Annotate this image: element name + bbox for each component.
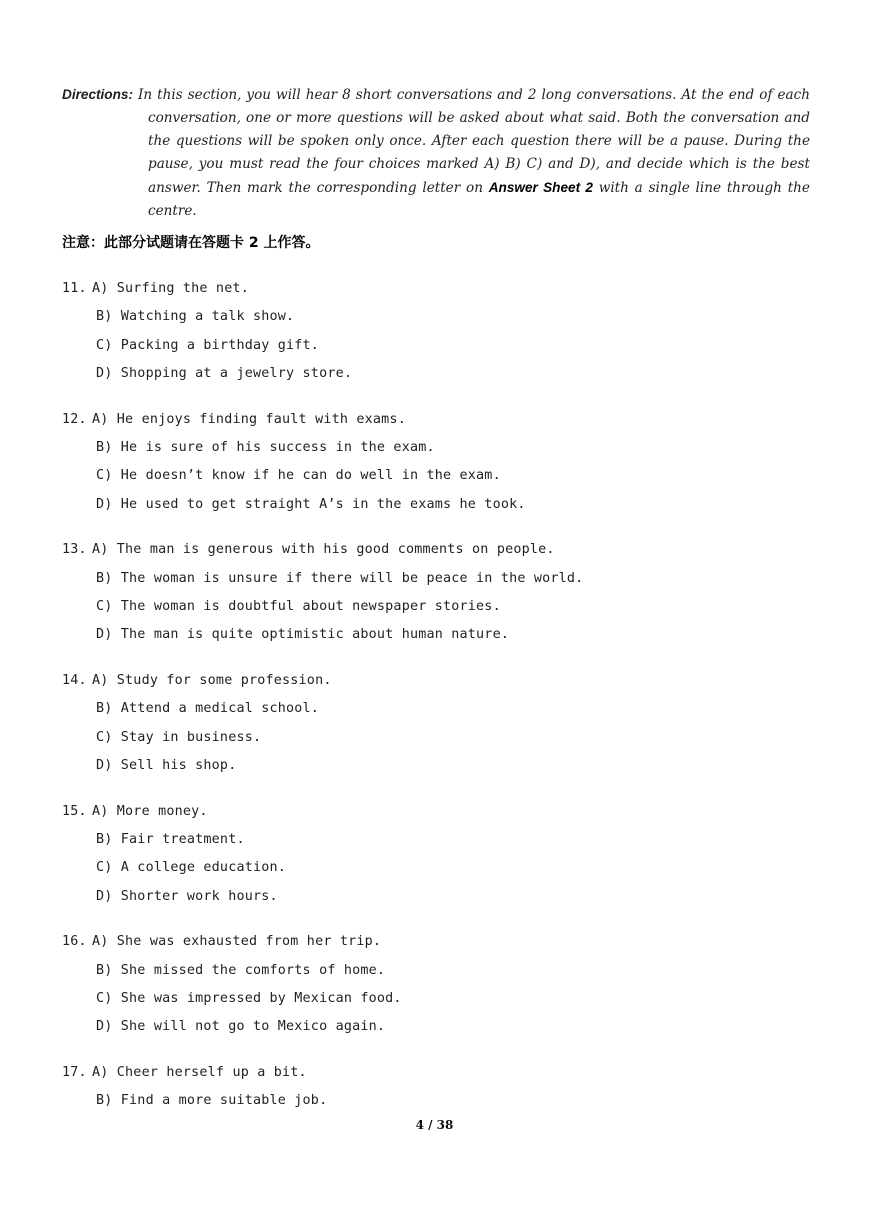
- option: D) He used to get straight A’s in the exams he took.: [96, 496, 526, 512]
- option-text: A) Cheer herself up a bit.: [92, 1065, 307, 1081]
- option: [62, 798, 822, 826]
- question-list: [62, 275, 822, 1133]
- option: B) Find a more suitable job.: [96, 1093, 328, 1109]
- directions-paragraph: [62, 83, 810, 223]
- question-number: 13.: [62, 542, 87, 558]
- question-number: 11.: [62, 281, 87, 296]
- option-text: A) Surfing the net.: [92, 281, 249, 296]
- option-text: A) She was exhausted from her trip.: [92, 934, 382, 950]
- option: [62, 406, 822, 434]
- option: B) Watching a talk show.: [96, 309, 295, 325]
- answer-sheet-ref: Answer Sheet 2: [488, 180, 593, 195]
- directions-block: [62, 83, 810, 223]
- option: D) Sell his shop.: [96, 757, 237, 773]
- option: C) A college education.: [96, 860, 287, 876]
- question-number: 17.: [62, 1065, 87, 1081]
- directions-label: Directions:: [62, 87, 134, 102]
- option: [62, 928, 822, 956]
- question-14: [62, 667, 822, 780]
- option: B) The woman is unsure if there will be peace in the world.: [96, 570, 584, 586]
- directions-text: In this section, you will hear 8 short conversations and 2 long conversations. At the end of each conversation, one or more questions will be asked about what said. Both the conversation and the questions will be spoken only once. After each question there will be a pause. During the pause, you must read the four choices marked A) B) C) and D), and decide which is the best answer. Then mark the corresponding letter on: [133, 87, 810, 196]
- question-number: 15.: [62, 803, 87, 819]
- option: D) Shopping at a jewelry store.: [96, 365, 353, 381]
- option: [62, 536, 822, 564]
- option-text: A) The man is generous with his good comments on people.: [92, 542, 555, 558]
- option: B) He is sure of his success in the exam.: [96, 439, 435, 455]
- option: D) She will not go to Mexico again.: [96, 1019, 386, 1035]
- question-number: 12.: [62, 411, 87, 427]
- note-chinese: 注意：此部分试题请在答题卡 2 上作答。: [62, 235, 320, 251]
- question-13: [62, 536, 822, 649]
- question-number: 14.: [62, 673, 87, 689]
- question-16: [62, 928, 822, 1041]
- option: B) Attend a medical school.: [96, 701, 320, 717]
- option-text: A) Study for some profession.: [92, 673, 332, 689]
- option: [62, 1059, 822, 1087]
- option: D) Shorter work hours.: [96, 888, 278, 904]
- option: B) She missed the comforts of home.: [96, 962, 386, 978]
- option-text: A) He enjoys finding fault with exams.: [92, 411, 406, 427]
- option: C) He doesn’t know if he can do well in the exam.: [96, 468, 501, 484]
- option: [62, 275, 822, 303]
- option: C) Stay in business.: [96, 729, 262, 745]
- option: [62, 667, 822, 695]
- option: C) She was impressed by Mexican food.: [96, 991, 402, 1007]
- question-12: [62, 406, 822, 519]
- option-text: A) More money.: [92, 803, 208, 819]
- question-15: [62, 798, 822, 911]
- option: D) The man is quite optimistic about human nature.: [96, 627, 510, 643]
- page-number: 4 / 38: [415, 1118, 454, 1132]
- question-11: [62, 275, 822, 388]
- question-17: [62, 1059, 822, 1116]
- option: C) Packing a birthday gift.: [96, 337, 320, 353]
- option: C) The woman is doubtful about newspaper stories.: [96, 598, 501, 614]
- directions-text-end: with a single line through the centre.: [148, 180, 810, 219]
- question-number: 16.: [62, 934, 87, 950]
- option: B) Fair treatment.: [96, 832, 245, 848]
